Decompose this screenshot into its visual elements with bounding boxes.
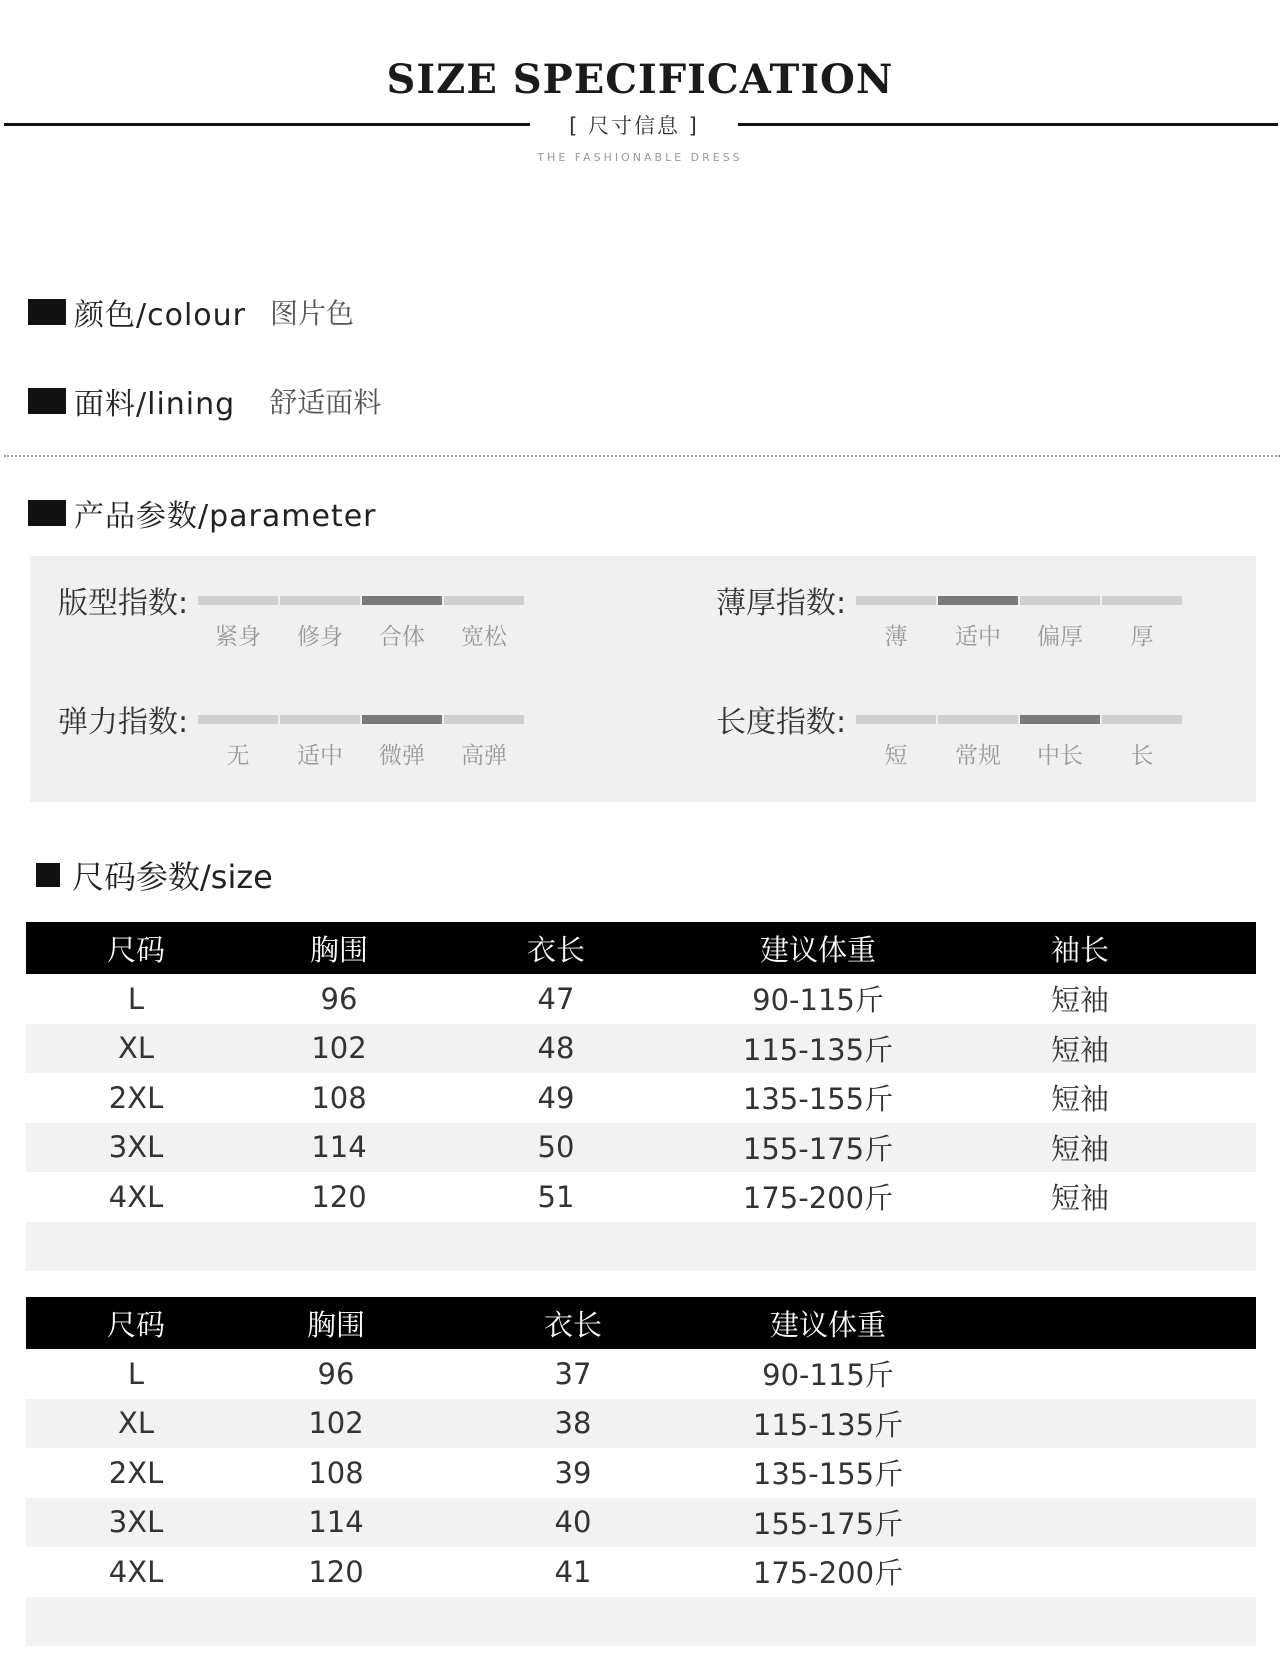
- bullet-square: [28, 388, 66, 414]
- elasticity-gauge-option: 适中: [297, 743, 343, 769]
- fit-gauge-option: 宽松: [461, 624, 507, 650]
- title-rule-right: [738, 123, 1278, 126]
- column-header: 衣长: [543, 1307, 602, 1342]
- table-cell: 3XL: [108, 1505, 164, 1540]
- table-cell: 108: [308, 1455, 364, 1490]
- table-row: [26, 1399, 1256, 1449]
- fit-gauge-segment: [444, 596, 524, 605]
- table-cell: 114: [308, 1505, 364, 1540]
- thickness-gauge-option: 薄: [884, 624, 908, 650]
- table-cell: 50: [537, 1130, 575, 1165]
- elasticity-gauge-option: 高弹: [461, 743, 507, 769]
- table-cell: 102: [311, 1031, 367, 1066]
- page-subtitle: [ 尺寸信息 ]: [569, 114, 699, 138]
- column-header: 尺码: [106, 932, 165, 967]
- table-cell: 49: [537, 1080, 575, 1115]
- table-footer-row: [26, 1597, 1256, 1647]
- elasticity-gauge-option: 无: [226, 743, 250, 769]
- title-rule-left: [4, 123, 530, 126]
- table-footer-row: [26, 1222, 1256, 1272]
- bullet-square: [36, 863, 60, 887]
- length-gauge-segment: [1102, 715, 1182, 724]
- table-cell: 短袖: [1050, 983, 1109, 1018]
- size-table: [26, 1297, 1256, 1646]
- elasticity-gauge-segment: [198, 715, 278, 724]
- parameter-panel: [30, 556, 1256, 802]
- tagline: THE FASHIONABLE DRESS: [537, 151, 743, 164]
- thickness-gauge-segment: [1020, 596, 1100, 605]
- length-gauge-segment: [1020, 715, 1100, 724]
- table-cell: 96: [317, 1356, 355, 1391]
- elasticity-gauge-segment: [362, 715, 442, 724]
- table-cell: 37: [554, 1356, 592, 1391]
- table-header-row: [26, 1297, 1256, 1349]
- column-header: 建议体重: [759, 932, 876, 967]
- length-gauge-option: 中长: [1037, 743, 1083, 769]
- thickness-gauge-option: 偏厚: [1037, 624, 1083, 650]
- colour-value: 图片色: [270, 297, 355, 330]
- column-header: 建议体重: [769, 1307, 886, 1342]
- table-row: [26, 1172, 1256, 1222]
- table-row: [26, 1448, 1256, 1498]
- colour-label: 颜色/colour: [74, 298, 246, 333]
- table-cell: 短袖: [1050, 1032, 1109, 1067]
- length-gauge-option: 常规: [955, 743, 1001, 769]
- bullet-square: [28, 299, 66, 325]
- table-cell: 4XL: [108, 1179, 164, 1214]
- table-row: [26, 1024, 1256, 1074]
- column-header: 尺码: [106, 1307, 165, 1342]
- spec-header: [0, 0, 1280, 200]
- fit-gauge-option: 修身: [297, 624, 343, 650]
- elasticity-gauge-option: 微弹: [379, 743, 425, 769]
- elasticity-gauge-segment: [280, 715, 360, 724]
- length-gauge-label: 长度指数:: [716, 705, 847, 740]
- page-title: SIZE SPECIFICATION: [386, 56, 894, 103]
- colour-row: [28, 292, 354, 332]
- table-cell: 102: [308, 1406, 364, 1441]
- table-cell: XL: [117, 1406, 155, 1441]
- parameter-heading: [28, 493, 377, 533]
- size-heading: [36, 855, 273, 895]
- table-cell: 175-200斤: [752, 1556, 904, 1591]
- table-cell: 40: [554, 1505, 592, 1540]
- table-row: [26, 974, 1256, 1024]
- length-gauge-segment: [856, 715, 936, 724]
- table-cell: 51: [537, 1179, 575, 1214]
- table-row: [26, 1349, 1256, 1399]
- fit-gauge-option: 合体: [379, 624, 425, 650]
- table-row: [26, 1547, 1256, 1597]
- thickness-gauge-option: 厚: [1130, 624, 1154, 650]
- column-header: 胸围: [309, 932, 368, 967]
- thickness-gauge-segment: [1102, 596, 1182, 605]
- table-cell: 短袖: [1050, 1181, 1109, 1216]
- fit-gauge-segment: [362, 596, 442, 605]
- elasticity-gauge-segment: [444, 715, 524, 724]
- table-cell: 90-115斤: [752, 983, 884, 1018]
- parameter-label: 产品参数/parameter: [74, 499, 377, 534]
- table-header-row: [26, 922, 1256, 974]
- table-cell: 120: [311, 1179, 367, 1214]
- table-row: [26, 1498, 1256, 1548]
- lining-label: 面料/lining: [74, 387, 236, 422]
- lining-value: 舒适面料: [269, 386, 382, 419]
- table-cell: 115-135斤: [752, 1407, 904, 1442]
- table-cell: L: [127, 981, 145, 1016]
- thickness-gauge-label: 薄厚指数:: [716, 586, 847, 621]
- size-label: 尺码参数/size: [72, 858, 273, 896]
- table-cell: 175-200斤: [742, 1181, 894, 1216]
- bullet-square: [28, 500, 66, 526]
- length-gauge-segment: [938, 715, 1018, 724]
- fit-gauge-option: 紧身: [215, 624, 261, 650]
- table-cell: 155-175斤: [752, 1506, 904, 1541]
- column-header: 袖长: [1050, 932, 1109, 967]
- elasticity-gauge-label: 弹力指数:: [58, 705, 189, 740]
- table-cell: 短袖: [1050, 1082, 1109, 1117]
- table-cell: 135-155斤: [742, 1082, 894, 1117]
- column-header: 衣长: [526, 932, 585, 967]
- table-cell: 155-175斤: [742, 1131, 894, 1166]
- table-cell: 41: [554, 1554, 592, 1589]
- table-cell: 3XL: [108, 1130, 164, 1165]
- table-row: [26, 1073, 1256, 1123]
- fit-gauge-segment: [280, 596, 360, 605]
- table-cell: 120: [308, 1554, 364, 1589]
- thickness-gauge-segment: [938, 596, 1018, 605]
- table-cell: 39: [554, 1455, 592, 1490]
- table-cell: 4XL: [108, 1554, 164, 1589]
- lining-row: [28, 381, 381, 421]
- table-cell: 2XL: [108, 1080, 164, 1115]
- table-cell: 短袖: [1050, 1131, 1109, 1166]
- thickness-gauge-option: 适中: [955, 624, 1001, 650]
- table-cell: 47: [537, 981, 575, 1016]
- table-cell: XL: [117, 1031, 155, 1066]
- fit-gauge-segment: [198, 596, 278, 605]
- table-cell: 115-135斤: [742, 1032, 894, 1067]
- table-cell: 48: [537, 1031, 575, 1066]
- thickness-gauge-segment: [856, 596, 936, 605]
- table-cell: 96: [320, 981, 358, 1016]
- length-gauge-option: 长: [1130, 743, 1154, 769]
- table-cell: 38: [554, 1406, 592, 1441]
- column-header: 胸围: [306, 1307, 365, 1342]
- fit-gauge-label: 版型指数:: [58, 586, 189, 621]
- table-cell: 108: [311, 1080, 367, 1115]
- table-cell: 2XL: [108, 1455, 164, 1490]
- table-row: [26, 1123, 1256, 1173]
- dotted-divider: [4, 455, 1280, 457]
- size-table-short-sleeve: [26, 922, 1256, 1271]
- length-gauge-option: 短: [884, 743, 908, 769]
- table-cell: 114: [311, 1130, 367, 1165]
- table-cell: 135-155斤: [752, 1457, 904, 1492]
- table-cell: L: [127, 1356, 145, 1391]
- table-cell: 90-115斤: [762, 1358, 894, 1393]
